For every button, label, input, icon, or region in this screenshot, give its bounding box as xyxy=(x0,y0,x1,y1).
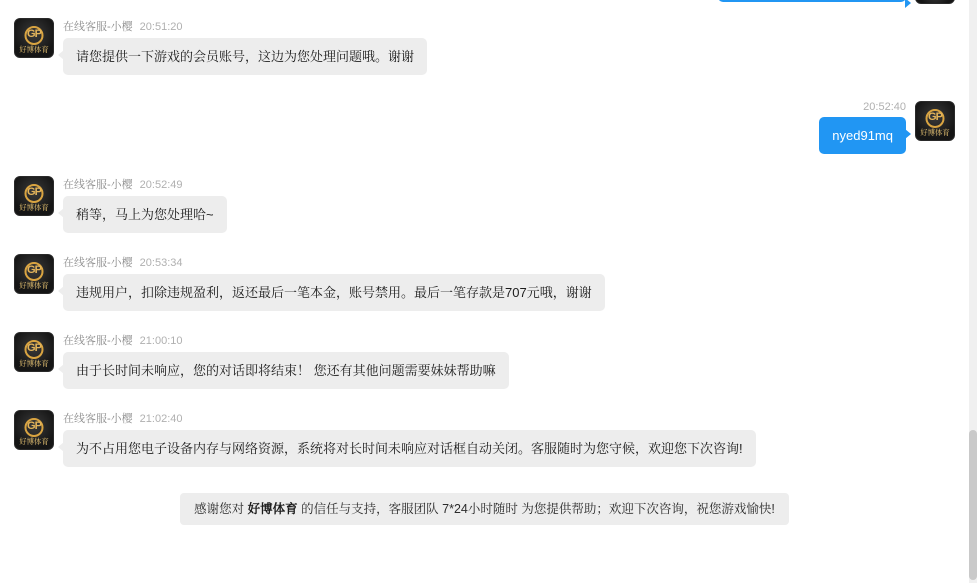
message-bubble-incoming: 违规用户，扣除违规盈利，返还最后一笔本金，账号禁用。最后一笔存款是707元哦，谢谢 xyxy=(63,274,605,311)
bubble-column xyxy=(718,0,906,2)
message-bubble-incoming: 稍等，马上为您处理哈~ xyxy=(63,196,227,233)
message-meta xyxy=(63,18,183,34)
sender-name: 在线客服-小樱 xyxy=(63,413,133,425)
avatar-monogram: GP xyxy=(27,264,41,276)
sender-name: 在线客服-小樱 xyxy=(63,179,133,191)
avatar-label: 好博体育 xyxy=(19,359,49,368)
avatar xyxy=(915,0,955,4)
avatar-monogram: GP xyxy=(27,420,41,432)
message-bubble-incoming: 由于长时间未响应，您的对话即将结束！ 您还有其他问题需要妹妹帮助嘛 xyxy=(63,352,509,389)
avatar xyxy=(14,254,54,294)
message-meta xyxy=(63,176,183,192)
avatar xyxy=(14,18,54,58)
avatar-label: 好博体育 xyxy=(19,281,49,290)
system-note-prefix: 感谢您对 xyxy=(194,502,245,516)
avatar-monogram: GP xyxy=(928,111,942,123)
avatar xyxy=(915,101,955,141)
message-meta xyxy=(63,332,183,348)
system-note xyxy=(0,493,969,525)
avatar-monogram: GP xyxy=(27,28,41,40)
bubble-column xyxy=(63,332,509,389)
sender-name: 在线客服-小樱 xyxy=(63,21,133,33)
sender-name: 在线客服-小樱 xyxy=(63,257,133,269)
bubble-column xyxy=(63,254,605,311)
message-bubble-outgoing xyxy=(718,0,906,2)
message-row xyxy=(0,332,969,389)
avatar-label: 好博体育 xyxy=(19,45,49,54)
avatar xyxy=(14,410,54,450)
bubble-column xyxy=(63,18,427,75)
bubble-column xyxy=(63,410,756,467)
timestamp: 20:53:34 xyxy=(139,257,183,269)
avatar-monogram: GP xyxy=(27,342,41,354)
avatar-monogram: GP xyxy=(27,186,41,198)
bubble-column xyxy=(819,101,906,154)
message-bubble-incoming: 为不占用您电子设备内存与网络资源，系统将对长时间未响应对话框自动关闭。客服随时为您守候，欢迎您下次咨询! xyxy=(63,430,756,467)
brand-name: 好博体育 xyxy=(247,502,298,516)
timestamp: 21:02:40 xyxy=(139,413,183,425)
message-row xyxy=(0,176,969,233)
timestamp: 21:00:10 xyxy=(139,335,183,347)
avatar-label: 好博体育 xyxy=(920,128,950,137)
message-row xyxy=(0,254,969,311)
sender-name: 在线客服-小樱 xyxy=(63,335,133,347)
message-row xyxy=(0,410,969,467)
system-note-text xyxy=(180,493,789,525)
message-row-outgoing-clipped xyxy=(0,0,969,4)
message-row xyxy=(0,101,969,154)
avatar-label: 好博体育 xyxy=(19,203,49,212)
avatar xyxy=(14,176,54,216)
message-meta xyxy=(863,101,906,113)
avatar-label: 好博体育 xyxy=(19,437,49,446)
scrollbar-thumb[interactable] xyxy=(969,430,977,580)
message-row xyxy=(0,18,969,75)
timestamp: 20:52:49 xyxy=(139,179,183,191)
timestamp: 20:52:40 xyxy=(863,101,906,113)
system-note-suffix: 的信任与支持，客服团队 7*24小时随时 为您提供帮助；欢迎下次咨询，祝您游戏愉快! xyxy=(301,502,775,516)
message-meta xyxy=(63,410,183,426)
vertical-scrollbar[interactable] xyxy=(969,0,977,583)
message-bubble-incoming: 请您提供一下游戏的会员账号，这边为您处理问题哦。谢谢 xyxy=(63,38,427,75)
bubble-column xyxy=(63,176,227,233)
avatar xyxy=(14,332,54,372)
timestamp: 20:51:20 xyxy=(139,21,183,33)
message-bubble-outgoing: nyed91mq xyxy=(819,117,906,154)
message-meta xyxy=(63,254,183,270)
